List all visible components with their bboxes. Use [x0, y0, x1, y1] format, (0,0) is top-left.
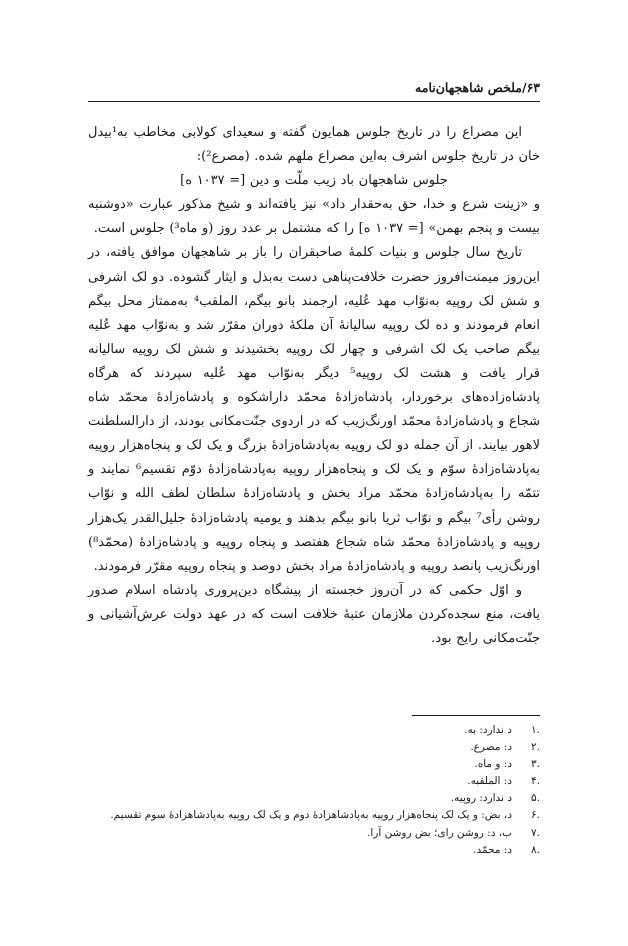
header-rule	[88, 101, 540, 102]
footnote-number: .۳	[531, 758, 540, 771]
footnote-text: د: محمّد.	[473, 843, 512, 856]
paragraph-4: و اوّل حکمی که در آن‌روز خجسته از پیشگاه دین‌پروری پادشاه اسلام صدور یافت، منع سجده‌کردن ملازمان عتبهٔ خلافت است که در عهد دولت عرش‌آشیانی و جنّت‌مکانی رایج بود.	[88, 582, 540, 646]
footnote	[88, 807, 540, 824]
footnote	[88, 722, 540, 739]
footnote-number: .۸	[531, 843, 540, 856]
verse-line: جلوس شاهجهان باد زیب ملّت و دین [= ۱۰۳۷ ه]	[180, 173, 448, 189]
footnote	[88, 756, 540, 773]
footnote-number: .۲	[531, 741, 540, 754]
paragraph-1: این مصراع را در تاریخ جلوس همایون گفته و سعیدای کولابی مخاطب به¹بیدل خان در تاریخ جلوس اشرف به‌این مصراع ملهم شده. (مصرع²):	[88, 125, 540, 165]
footnote-number: .۷	[531, 826, 540, 839]
footnotes-list	[88, 722, 540, 859]
footnote-text: د ندارد: روپیه.	[450, 792, 512, 805]
footnote-number: .۴	[531, 775, 540, 788]
footnote	[88, 739, 540, 756]
footnote-text: ب، د: روشن رای؛ بض روشن آرا.	[367, 826, 512, 839]
footnote	[88, 790, 540, 807]
footnote	[88, 773, 540, 790]
footnote	[88, 825, 540, 842]
running-head: ۶۳/ملخص شاهجهان‌نامه	[415, 80, 540, 95]
footnote-text: د، بض: و یک لک پنجاه‌هزار روپیه به‌پادشاهزادهٔ دوم و یک لک روپیه به‌پادشاهزادهٔ سوم تقسیم.	[110, 809, 512, 822]
footnote-text: د: و ماه.	[474, 758, 512, 771]
footnote-number: .۱	[531, 724, 540, 736]
body-text	[88, 121, 540, 651]
footnote-number: .۶	[531, 809, 540, 822]
footnote	[88, 842, 540, 859]
paragraph-2: و «زینت شرع و خدا، حق به‌حقدار داد» نیز یافته‌اند و شیخ مذکور عبارت «دوشنبه بیست و پنجم بهمن» [= ۱۰۳۷ ه] را که مشتمل بر عدد روز (و ماه³) جلوس است.	[88, 197, 540, 237]
footnote-text: د: الملقبه.	[467, 775, 512, 788]
footnote-rule	[412, 715, 540, 716]
footnote-text: د ندارد: به.	[464, 724, 512, 736]
footnote-number: .۵	[531, 792, 540, 805]
paragraph-3: تاریخ سال جلوس و بنیات کلمهٔ صاحبقران را باز بر شاهجهان موافق یافته، در این‌روز میمنت‌افروز حضرت خلافت‌پناهی دست به‌بذل و ایثار گشوده. دو لک اشرفی و شش لک روپیه به‌نوّاب مهد عُلیه، ارجمند بانو بیگم، الملقب⁴ به‌ممتاز محل بیگم انعام فرمودند و ده لک روپیه سالیانهٔ آن ملکهٔ دوران مقرّر شد و به‌نوّاب مهد عُلیه بیگم صاحب یک لک اشرفی و چهار لک روپیه بخشیدند و شش لک روپیه سالیانه قرار یافت و هشت لک روپیه⁵ دیگر به‌نوّاب مهد عُلیه سپردند که هرگاه پادشاه‌زاده‌های برخوردار، پادشاه‌زادهٔ محمّد داراشکوه و پادشاه‌زادهٔ محمّد شاه شجاع و پادشاه‌زادهٔ محمّد اورنگ‌زیب که در اردوی جنّت‌مکانی بودند، از دارالسلطنت لاهور بیایند. از آن جمله دو لک روپیه به‌پادشاه‌زادهٔ بزرگ و یک لک و پنجاه‌هزار روپیه به‌پادشاه‌زادهٔ سوّم و یک لک و پنجاه‌هزار روپیه به‌پادشاه‌زادهٔ دوّم تقسیم⁶ نمایند و تتمّه را به‌پادشاه‌زادهٔ محمّد مراد بخش و پادشاه‌زادهٔ سلطان لطف الله و نوّاب روشن رأی⁷ بیگم و نوّاب ثریا بانو بیگم بدهند و یومیه پادشاه‌زادهٔ جلیل‌القدر یک‌هزار روپیه و پادشاه‌زادهٔ محمّد شاه شجاع هفتصد و پنجاه روپیه و پادشاه‌زادهٔ (محمّد⁸) اورنگ‌زیب پانصد روپیه و پادشاه‌زادهٔ مراد بخش دوصد و پنجاه روپیه مقرّر فرمودند.	[88, 245, 540, 574]
footnote-text: د: مصرع.	[470, 741, 512, 754]
